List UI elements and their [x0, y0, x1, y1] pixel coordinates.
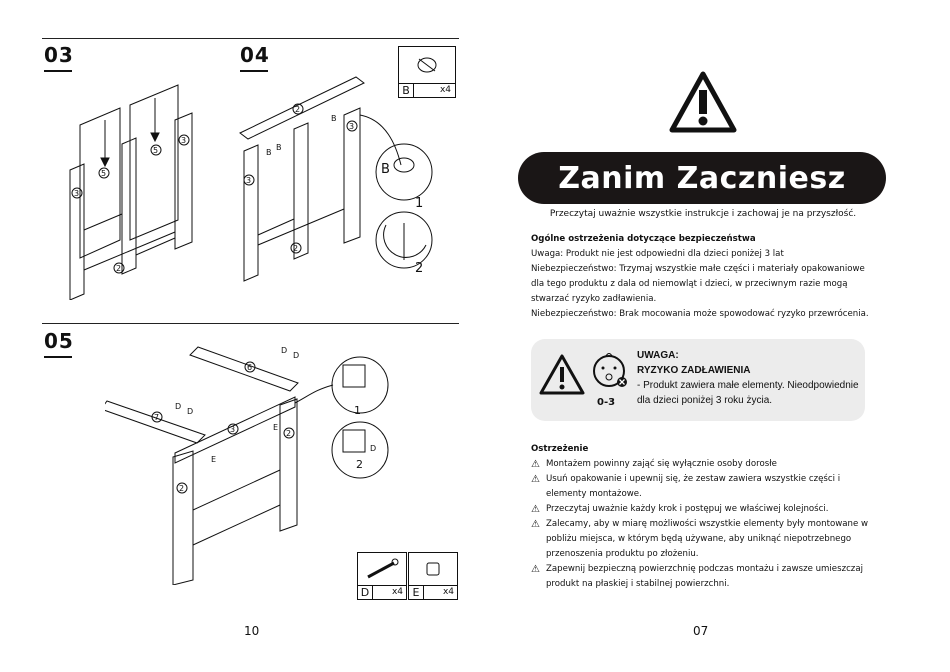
- choking-title: UWAGA:: [637, 350, 679, 361]
- general-warnings-heading: Ogólne ostrzeżenia dotyczące bezpieczeństwa: [531, 234, 756, 244]
- general-warnings: [531, 232, 876, 322]
- part-qty: x4: [439, 85, 451, 95]
- general-warning-line: Niebezpieczeństwo: Trzymaj wszystkie małe części i materiały opakowaniowe dla tego produktu z dala od niemowląt i dzieci, w przeciwnym razie mogą stwarzać ryzyko zadławienia.: [531, 264, 865, 304]
- caution-item-text: Montażem powinny zająć się wyłącznie osoby dorosłe: [545, 459, 777, 469]
- caution-item-text: Zalecamy, aby w miarę możliwości wszystkie elementy były montowane w pobliżu miejsca, w którym będą używane, aby uniknąć niepotrzebnego przenoszenia produktu po złożeniu.: [545, 519, 868, 559]
- svg-text:6: 6: [247, 363, 253, 372]
- caution-item-text: Przeczytaj uważnie każdy krok i postępuj we właściwej kolejności.: [545, 504, 829, 514]
- callout-label-d: D: [370, 444, 377, 453]
- warning-triangle-icon: ⚠: [531, 459, 540, 470]
- page-number-left: 10: [244, 624, 260, 638]
- caution-item: [531, 502, 876, 517]
- svg-text:2: 2: [116, 264, 122, 273]
- screw-icon: [358, 553, 406, 585]
- step-number-03: 03: [44, 43, 74, 67]
- warning-triangle-icon: ⚠: [531, 474, 540, 485]
- caution-item: [531, 457, 876, 472]
- part-label: E: [409, 586, 424, 599]
- svg-text:E: E: [211, 455, 217, 464]
- svg-text:D: D: [187, 407, 194, 416]
- caution-item: [531, 562, 876, 592]
- svg-text:D: D: [293, 351, 300, 360]
- caution-section: [531, 442, 876, 592]
- caution-item: [531, 517, 876, 562]
- step-03-diagram: [60, 80, 210, 300]
- part-label: B: [399, 84, 414, 97]
- svg-text:B: B: [266, 148, 272, 157]
- warning-triangle-icon: ⚠: [531, 519, 540, 530]
- parts-box-b: [398, 46, 456, 98]
- step-04-diagram: [236, 75, 456, 290]
- callout-step-2: 2: [356, 458, 363, 471]
- svg-text:E: E: [273, 423, 279, 432]
- part-qty: x4: [442, 587, 454, 597]
- svg-text:5: 5: [153, 146, 159, 155]
- page-title: Zanim Zaczniesz: [518, 152, 886, 204]
- cam-lock-icon: [399, 47, 455, 83]
- parts-box-e: [408, 552, 458, 600]
- caution-item-text: Zapewnij bezpieczną powierzchnię podczas montażu i zawsze umieszczaj produkt na płaskiej i stabilnej powierzchni.: [545, 564, 863, 589]
- svg-text:5: 5: [101, 169, 107, 178]
- caution-heading: Ostrzeżenie: [531, 444, 589, 454]
- page-number-right: 07: [693, 624, 709, 638]
- caution-item-text: Usuń opakowanie i upewnij się, że zestaw zawiera wszystkie części i elementy montażowe.: [545, 474, 841, 499]
- svg-text:D: D: [281, 346, 288, 355]
- callout-label-b: B: [381, 162, 390, 177]
- part-label: D: [358, 586, 373, 599]
- step-underline: [240, 70, 268, 72]
- svg-text:7: 7: [154, 413, 160, 422]
- svg-text:2: 2: [295, 105, 301, 114]
- svg-text:3: 3: [74, 189, 80, 198]
- choking-warning-box: [531, 339, 865, 421]
- svg-text:2: 2: [179, 484, 185, 493]
- warning-triangle-icon: ⚠: [531, 504, 540, 515]
- svg-text:2: 2: [293, 244, 299, 253]
- svg-text:3: 3: [349, 122, 355, 131]
- dowel-icon: [409, 553, 457, 585]
- part-qty: x4: [391, 587, 403, 597]
- callout-step-2: 2: [415, 261, 424, 276]
- svg-text:2: 2: [286, 429, 292, 438]
- general-warning-line: Uwaga: Produkt nie jest odpowiedni dla dzieci poniżej 3 lat: [531, 249, 784, 259]
- callout-step-1: 1: [415, 196, 424, 211]
- intro-text: Przeczytaj uważnie wszystkie instrukcje i zachowaj je na przyszłość.: [549, 209, 857, 219]
- svg-text:3: 3: [246, 176, 252, 185]
- warning-triangle-icon: [668, 70, 738, 134]
- top-rule: [42, 38, 459, 39]
- age-label: 0-3: [597, 397, 616, 408]
- warning-triangle-icon: [539, 353, 585, 397]
- step-underline: [44, 70, 72, 72]
- caution-item: [531, 472, 876, 502]
- step-number-04: 04: [240, 43, 270, 67]
- callout-step-1: 1: [354, 404, 361, 417]
- warning-triangle-icon: ⚠: [531, 564, 540, 575]
- choking-subtitle: RYZYKO ZADŁAWIENIA: [637, 365, 751, 376]
- parts-box-d: [357, 552, 407, 600]
- baby-face-icon: [591, 349, 631, 393]
- svg-text:3: 3: [230, 425, 236, 434]
- svg-text:D: D: [175, 402, 182, 411]
- general-warning-line: Niebezpieczeństwo: Brak mocowania może spowodować ryzyko przewrócenia.: [531, 309, 869, 319]
- svg-text:3: 3: [181, 136, 187, 145]
- step-number-05: 05: [44, 329, 74, 353]
- middle-rule: [42, 323, 459, 324]
- step-underline: [44, 356, 72, 358]
- svg-text:B: B: [331, 114, 337, 123]
- svg-text:B: B: [276, 143, 282, 152]
- choking-text: - Produkt zawiera małe elementy. Nieodpowiednie dla dzieci poniżej 3 roku życia.: [637, 380, 859, 406]
